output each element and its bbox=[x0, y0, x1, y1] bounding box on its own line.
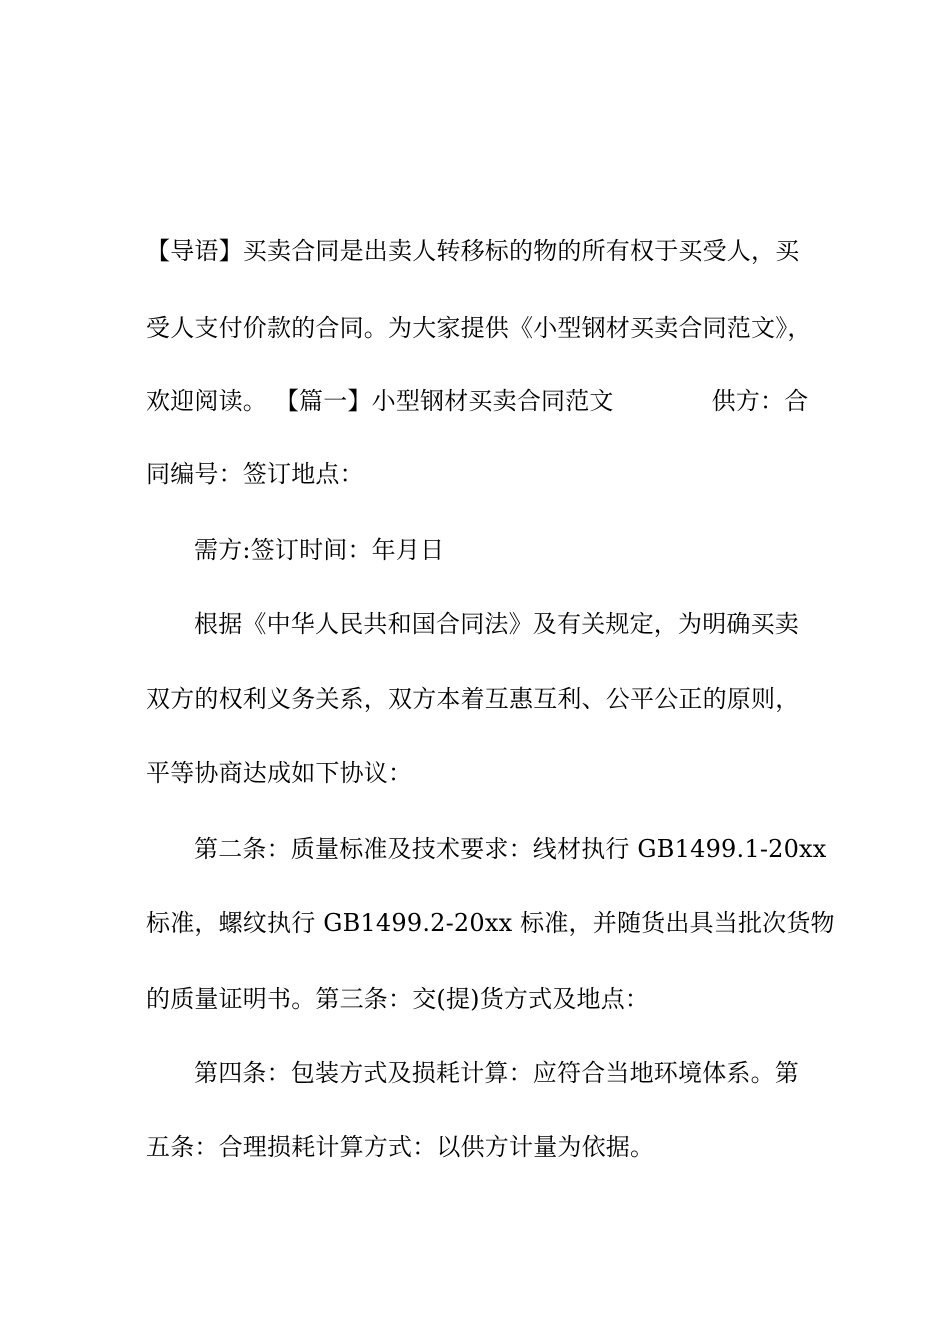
preamble-line-2: 双方的权利义务关系，双方本着互惠互利、公平公正的原则， bbox=[146, 685, 800, 713]
supplier-label: 供方：合 bbox=[711, 387, 809, 415]
article-5-line: 五条：合理损耗计算方式：以供方计量为依据。 bbox=[146, 1133, 655, 1161]
article-4-line-1: 第四条：包装方式及损耗计算：应符合当地环境体系。第 bbox=[194, 1059, 799, 1087]
article-2-line-1: 第二条：质量标准及技术要求：线材执行 GB1499.1-20xx bbox=[194, 835, 827, 863]
intro-line-2: 受人支付价款的合同。为大家提供《小型钢材买卖合同范文》， bbox=[146, 314, 812, 342]
article-2-line-2: 标准，螺纹执行 GB1499.2-20xx 标准，并随货出具当批次货物 bbox=[146, 909, 835, 937]
article-2-line-3: 的质量证明书。第三条：交(提)货方式及地点： bbox=[146, 985, 650, 1013]
intro-line-1: 【导语】买卖合同是出卖人转移标的物的所有权于买受人，买 bbox=[146, 237, 800, 265]
buyer-line: 需方:签订时间：年月日 bbox=[194, 536, 445, 564]
contract-number-line: 同编号：签订地点： bbox=[146, 460, 364, 488]
preamble-line-3: 平等协商达成如下协议： bbox=[146, 759, 413, 787]
chapter-heading: 欢迎阅读。 【篇一】小型钢材买卖合同范文 bbox=[146, 387, 614, 415]
preamble-line-1: 根据《中华人民共和国合同法》及有关规定，为明确买卖 bbox=[194, 610, 799, 638]
intro-line-3 bbox=[146, 385, 808, 417]
